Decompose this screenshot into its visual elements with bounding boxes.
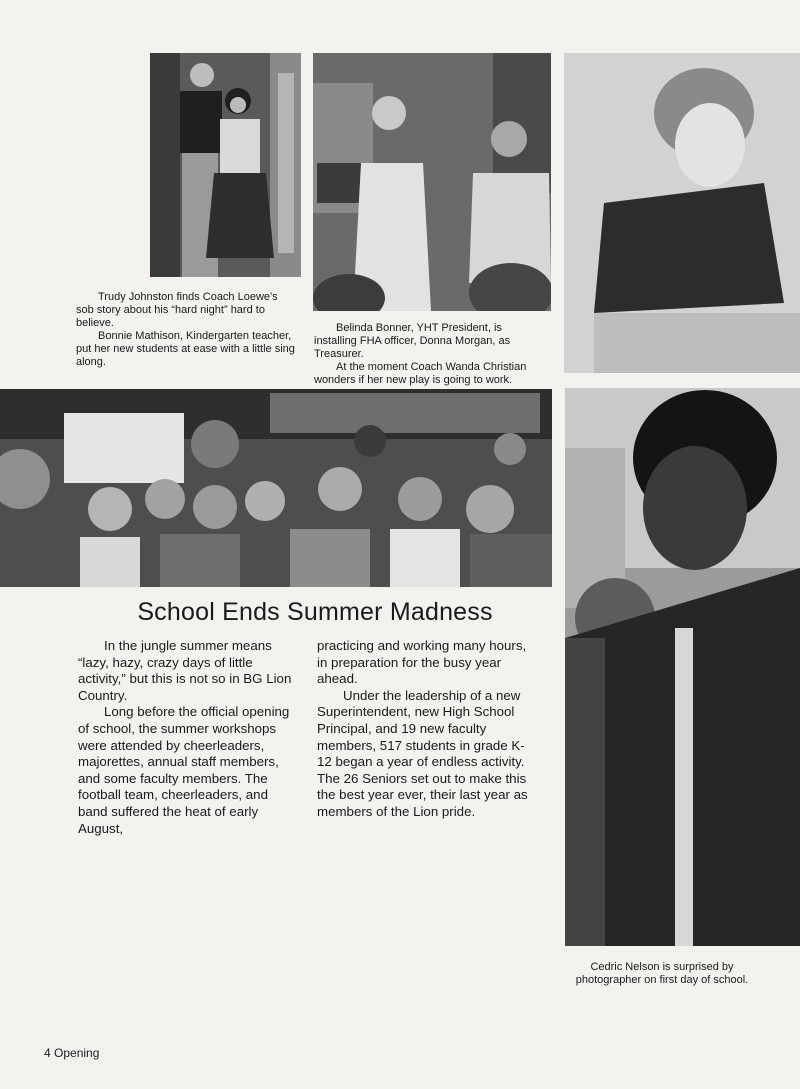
photo-kindergarten-class bbox=[0, 389, 552, 587]
caption-line: Trudy Johnston finds Coach Loewe's sob story about his “hard night” hard to believe. bbox=[76, 291, 278, 329]
caption-line: Bonnie Mathison, Kindergarten teacher, put her new students at ease with a little sing along. bbox=[76, 330, 295, 368]
caption-top-middle bbox=[314, 322, 536, 387]
page-folio: 4 Opening bbox=[44, 1046, 100, 1060]
caption-portrait bbox=[564, 961, 760, 987]
caption-top-left bbox=[76, 291, 298, 369]
article-paragraph: practicing and working many hours, in preparation for the busy year ahead. bbox=[317, 638, 527, 687]
article-column-2 bbox=[317, 638, 539, 821]
photo-student-portrait bbox=[565, 388, 800, 946]
article-headline: School Ends Summer Madness bbox=[137, 598, 493, 626]
article-paragraph: In the jungle summer means “lazy, hazy, crazy days of little activity,” but this is not so in BG Lion Country. bbox=[78, 638, 292, 703]
photo-fha-installation bbox=[313, 53, 551, 311]
caption-line: At the moment Coach Wanda Christian wonders if her new play is going to work. bbox=[314, 361, 527, 386]
photo-teachers-doorway bbox=[150, 53, 301, 277]
article-column-1 bbox=[78, 638, 296, 837]
article-paragraph: Long before the official opening of school, the summer workshops were attended by cheerleaders, majorettes, annual staff members, and some faculty members. The football team, cheerleaders, and band suffered the heat of early August, bbox=[78, 704, 290, 836]
photo-coach-seated bbox=[564, 53, 800, 373]
caption-line: Belinda Bonner, YHT President, is installing FHA officer, Donna Morgan, as Treasurer. bbox=[314, 322, 511, 360]
article-paragraph: Under the leadership of a new Superintendent, new High School Principal, and 19 new faculty members, 517 students in grade K-12 began a year of endless activity. The 26 Seniors set out to make this the best year ever, their last year as members of the Lion pride. bbox=[317, 687, 528, 819]
caption-line: Cedric Nelson is surprised by photographer on first day of school. bbox=[575, 961, 749, 986]
